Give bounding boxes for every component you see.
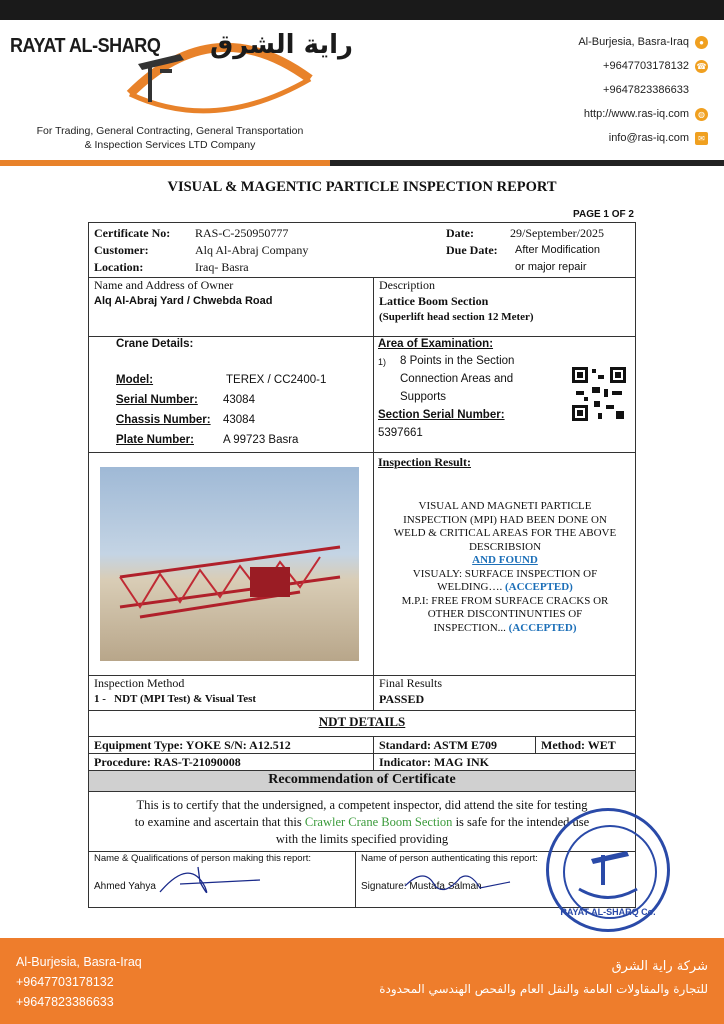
equipment-type: Equipment Type: YOKE S/N: A12.512	[94, 738, 291, 752]
location-label: Location:	[94, 260, 144, 274]
recommendation-line-1: This is to certify that the undersigned, a competent inspector, did attend the site for testing	[136, 798, 588, 812]
final-results-label: Final Results	[379, 676, 443, 690]
area-line-3: Supports	[400, 391, 447, 403]
owner-label: Name and Address of Owner	[94, 278, 234, 292]
and-found-text: AND FOUND	[472, 554, 538, 566]
result-line: VISUAL AND MAGNETI PARTICLE	[418, 500, 592, 512]
inspection-result-label: Inspection Result:	[378, 455, 472, 469]
recommendation-line-3: with the limits specified providing	[275, 832, 449, 846]
company-stamp	[546, 808, 670, 932]
area-list-number: 1)	[378, 357, 387, 367]
mpi-line: M.P.I: FREE FROM SURFACE CRACKS OR	[401, 594, 609, 607]
location-icon: ●	[695, 36, 708, 49]
customer-value: Alq Al-Abraj Company	[195, 243, 309, 257]
due-date-value-1: After Modification	[515, 244, 600, 256]
signer-name: Ahmed Yahya	[94, 881, 156, 892]
method: Method: WET	[541, 738, 616, 752]
mail-icon: ✉	[695, 132, 708, 145]
signer-label: Name & Qualifications of person making this report:	[94, 853, 312, 864]
footer-contacts	[16, 952, 142, 1012]
brand-name-en: RAYAT AL-SHARQ	[10, 35, 161, 57]
signature-left	[150, 862, 270, 902]
description-value: Lattice Boom Section	[379, 294, 489, 308]
contact-phone-1: +9647703178132	[603, 60, 689, 72]
authenticator-label: Name of person authenticating this report:	[361, 853, 538, 864]
serial-number-value: 43084	[223, 394, 255, 406]
model-value: TEREX / CC2400-1	[226, 374, 327, 386]
procedure: Procedure: RAS-T-21090008	[94, 755, 241, 769]
location-value: Iraq- Basra	[195, 260, 249, 274]
reco-subject: Crawler Crane Boom Section	[304, 815, 453, 829]
footer-company-name-ar: شركة راية الشرق	[611, 959, 708, 974]
page-footer	[0, 938, 724, 1024]
footer-phone-1: +9647703178132	[16, 975, 114, 989]
footer-phone-2: +9647823386633	[16, 995, 114, 1009]
area-line-2: Connection Areas and	[400, 373, 514, 385]
contact-phone-2: +9647823386633	[603, 84, 689, 96]
recommendation-title: Recommendation of Certificate	[268, 772, 456, 787]
footer-company-ar	[379, 956, 708, 1000]
cert-value: RAS-C-250950777	[195, 226, 289, 240]
mpi-line-3: INSPECTION...	[433, 621, 506, 634]
accepted-badge: (ACCEPTED)	[504, 581, 573, 593]
owner-value: Alq Al-Abraj Yard / Chwebda Road	[94, 295, 273, 307]
plate-number-label: Plate Number:	[116, 434, 194, 446]
inspection-result-text	[376, 500, 634, 635]
final-results-value: PASSED	[379, 692, 425, 706]
chassis-number-value: 43084	[223, 414, 255, 426]
date-label: Date:	[446, 226, 474, 240]
crane-boom-photo	[100, 467, 359, 661]
header-separator	[0, 160, 724, 166]
brand-name-ar: راية الشرق	[210, 30, 354, 60]
cert-label: Certificate No:	[94, 226, 171, 240]
globe-icon: ◍	[695, 108, 708, 121]
mpi-line: OTHER DISCONTINUNTIES OF	[427, 608, 583, 620]
top-bar	[0, 0, 724, 20]
plate-number-value: A 99723 Basra	[223, 434, 299, 446]
signature-right	[400, 866, 520, 900]
report-title: VISUAL & MAGENTIC PARTICLE INSPECTION REPORT	[167, 179, 557, 195]
crane-details-label: Crane Details:	[116, 338, 194, 350]
footer-company-desc-ar: للتجارة والمقاولات العامة والنقل العام والفحص الهندسي المحدودة	[379, 982, 708, 996]
footer-address: Al-Burjesia, Basra-Iraq	[16, 955, 142, 969]
due-date-label: Due Date:	[446, 243, 498, 257]
area-line-1: 8 Points in the Section	[400, 355, 515, 367]
contact-address: Al-Burjesia, Basra-Iraq	[578, 36, 689, 48]
reco-text: to examine and ascertain that this	[134, 815, 302, 829]
visual-line-2: WELDING….	[437, 581, 503, 593]
reco-text: is safe for the intended use	[455, 815, 590, 829]
section-serial-value: 5397661	[378, 427, 423, 439]
model-label: Model:	[116, 374, 154, 386]
standard: Standard: ASTM E709	[379, 738, 498, 752]
tagline-line-1: For Trading, General Contracting, General Transportation	[36, 125, 304, 137]
page-number: PAGE 1 OF 2	[573, 209, 634, 220]
due-date-value-2: or major repair	[515, 261, 587, 273]
method-label: Inspection Method	[94, 676, 185, 690]
description-label: Description	[379, 278, 435, 292]
indicator: Indicator: MAG INK	[379, 755, 489, 769]
stamp-text: RAYAT AL-SHARQ Co.	[560, 907, 656, 917]
method-value: 1 - NDT (MPI Test) & Visual Test	[94, 693, 257, 705]
authenticator-signature: Signature: Mustafa Salman	[361, 881, 482, 892]
date-value: 29/September/2025	[510, 226, 604, 240]
result-line: DESCRIBSION	[468, 540, 542, 553]
visual-line: VISUALY: SURFACE INSPECTION OF	[412, 567, 598, 580]
customer-label: Customer:	[94, 243, 149, 257]
serial-number-label: Serial Number:	[116, 394, 198, 406]
header-contacts	[578, 30, 708, 150]
ndt-details-title: NDT DETAILS	[318, 714, 406, 729]
contact-website[interactable]: http://www.ras-iq.com	[583, 108, 689, 120]
qr-code[interactable]	[570, 365, 628, 423]
chassis-number-label: Chassis Number:	[116, 414, 211, 426]
section-serial-label: Section Serial Number:	[378, 409, 505, 421]
result-line: INSPECTION (MPI) HAD BEEN DONE ON	[403, 513, 607, 526]
phone-icon: ☎	[696, 61, 707, 71]
description-detail: (Superlift head section 12 Meter)	[379, 311, 534, 323]
result-line: WELD & CRITICAL AREAS FOR THE ABOVE	[393, 527, 617, 539]
tagline-line-2: & Inspection Services LTD Company	[84, 139, 256, 151]
company-tagline	[20, 124, 320, 152]
contact-email[interactable]: info@ras-iq.com	[608, 132, 689, 144]
accepted-badge: (ACCEPTED)	[508, 621, 577, 634]
area-examination-label: Area of Examination:	[378, 338, 494, 350]
